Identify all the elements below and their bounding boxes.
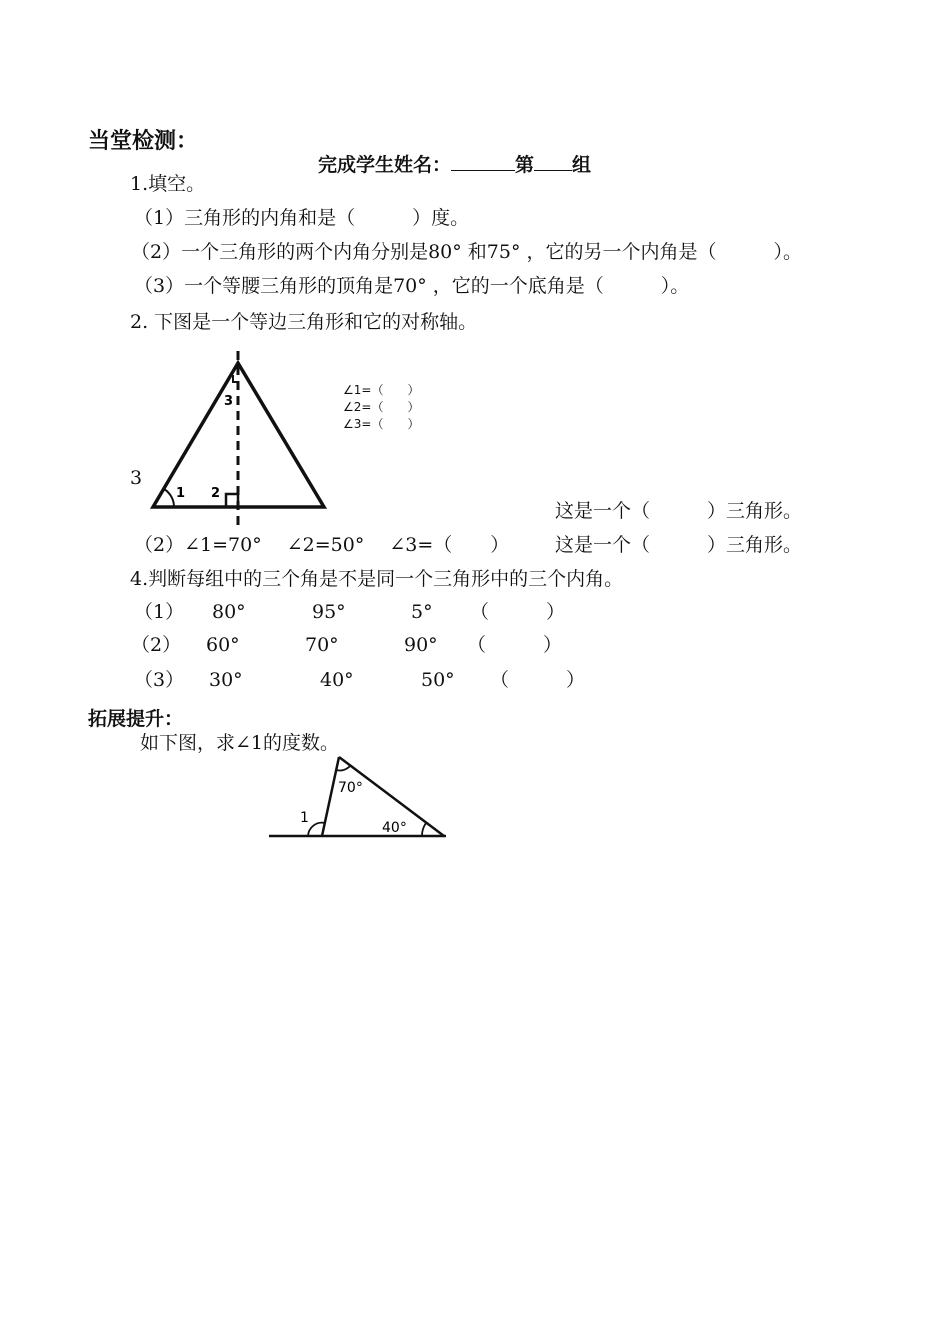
extension-prompt: 如下图，求∠1的度数。 — [140, 732, 340, 754]
q4-row-3-answer: （ ） — [490, 669, 586, 691]
q4-row-1-label: （1） — [134, 601, 185, 623]
q4-row-1-c: 5° — [411, 601, 433, 623]
right-angle-mark-bottom — [226, 494, 238, 507]
q4-row-3-c: 50° — [421, 669, 455, 691]
q3-line2-tail: 这是一个（ ）三角形。 — [555, 534, 803, 556]
angle-1-answer: ∠1=（ ） — [343, 383, 420, 397]
angle-3-mark — [233, 375, 239, 382]
q4-row-2-answer: （ ） — [467, 634, 563, 656]
group-suffix: 组 — [572, 154, 592, 176]
q4-row-2-b: 70° — [305, 634, 339, 656]
name-blank[interactable] — [451, 152, 515, 171]
section-title-extension: 拓展提升： — [88, 708, 184, 730]
q4-row-1-answer: （ ） — [470, 601, 566, 623]
triangle-left-side — [322, 757, 339, 836]
group-blank[interactable] — [534, 152, 572, 171]
q4-title: 4.判断每组中的三个角是不是同一个三角形中的三个内角。 — [130, 568, 624, 590]
q4-row-2-label: （2） — [131, 634, 182, 656]
q3-number: 3 — [130, 467, 143, 489]
right-angle-arc — [422, 823, 426, 836]
q3-line2: （2）∠1=70° ∠2=50° ∠3=（ ） — [134, 534, 510, 556]
angle-3-answer: ∠3=（ ） — [343, 417, 420, 431]
angle-3-label: 3 — [224, 394, 234, 409]
q4-row-3-b: 40° — [320, 669, 354, 691]
exterior-angle-triangle-figure — [262, 750, 457, 845]
exterior-angle-1-label: 1 — [300, 810, 309, 826]
equilateral-triangle-figure — [140, 345, 340, 530]
name-line — [318, 150, 591, 177]
group-prefix: 第 — [515, 154, 535, 176]
q1-item-1: （1）三角形的内角和是（ ）度。 — [134, 207, 470, 229]
angle-1-arc — [164, 489, 174, 507]
q4-row-3-a: 30° — [209, 669, 243, 691]
q1-title: 1.填空。 — [130, 173, 206, 195]
name-label: 完成学生姓名： — [318, 154, 452, 176]
top-angle-label: 70° — [338, 780, 363, 796]
q2-title: 2. 下图是一个等边三角形和它的对称轴。 — [130, 311, 478, 333]
section-title-check: 当堂检测： — [88, 129, 199, 154]
q4-row-1-a: 80° — [212, 601, 246, 623]
angle-1-label: 1 — [176, 486, 186, 501]
q4-row-3-label: （3） — [134, 669, 185, 691]
q4-row-2-a: 60° — [206, 634, 240, 656]
q3-line1-tail: 这是一个（ ）三角形。 — [555, 500, 803, 522]
q4-row-2-c: 90° — [404, 634, 438, 656]
q1-item-2: （2）一个三角形的两个内角分别是80° 和75° ，它的另一个内角是（ ）。 — [131, 241, 803, 263]
q1-item-3: （3）一个等腰三角形的顶角是70° ，它的一个底角是（ ）。 — [134, 275, 690, 297]
q4-row-1-b: 95° — [312, 601, 346, 623]
angle-2-answer: ∠2=（ ） — [343, 400, 420, 414]
angle-2-label: 2 — [211, 486, 221, 501]
right-angle-label: 40° — [382, 820, 407, 836]
